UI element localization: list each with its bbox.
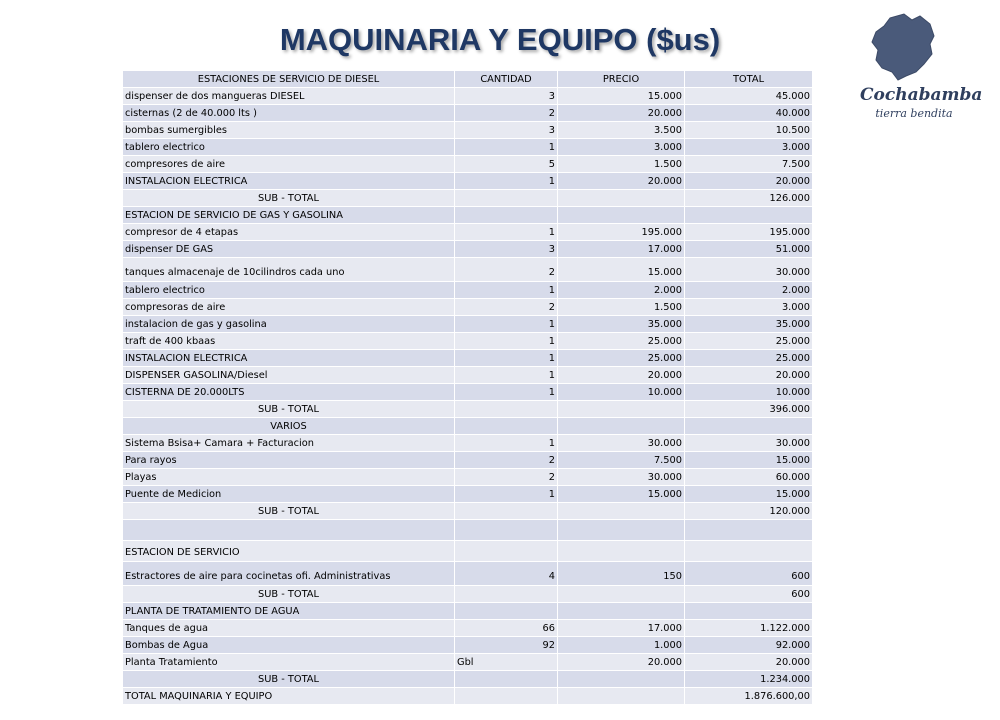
cell-precio: 20.000 — [558, 654, 685, 671]
cell-item: CISTERNA DE 20.000LTS — [123, 384, 455, 401]
cell-item: INSTALACION ELECTRICA — [123, 173, 455, 190]
cell-precio — [558, 541, 685, 562]
cell-cantidad — [455, 688, 558, 705]
cell-precio: 195.000 — [558, 224, 685, 241]
cell-total: 20.000 — [685, 654, 813, 671]
table-row — [123, 105, 813, 122]
cell-cantidad — [455, 401, 558, 418]
table-row — [123, 435, 813, 452]
cell-total: 10.500 — [685, 122, 813, 139]
cell-item — [123, 520, 455, 541]
cell-total: 20.000 — [685, 367, 813, 384]
cell-item: SUB - TOTAL — [123, 401, 455, 418]
cell-total — [685, 418, 813, 435]
cell-item: DISPENSER GASOLINA/Diesel — [123, 367, 455, 384]
table-row — [123, 190, 813, 207]
cell-item: compresor de 4 etapas — [123, 224, 455, 241]
cell-cantidad — [455, 520, 558, 541]
cell-cantidad: 1 — [455, 367, 558, 384]
table-row — [123, 620, 813, 637]
cell-total: 1.122.000 — [685, 620, 813, 637]
cell-precio: 25.000 — [558, 333, 685, 350]
cell-total: 20.000 — [685, 173, 813, 190]
cell-total: 7.500 — [685, 156, 813, 173]
cell-precio: 30.000 — [558, 469, 685, 486]
cell-item: SUB - TOTAL — [123, 503, 455, 520]
cell-cantidad — [455, 541, 558, 562]
cell-precio: 2.000 — [558, 282, 685, 299]
table-row — [123, 88, 813, 105]
cell-cantidad: 92 — [455, 637, 558, 654]
cell-item: tablero electrico — [123, 282, 455, 299]
table-row — [123, 258, 813, 282]
cell-total: 60.000 — [685, 469, 813, 486]
cell-cantidad — [455, 586, 558, 603]
cell-cantidad: 2 — [455, 105, 558, 122]
cell-total — [685, 541, 813, 562]
cell-precio: 1.000 — [558, 637, 685, 654]
cell-cantidad: 66 — [455, 620, 558, 637]
table-row — [123, 469, 813, 486]
cell-precio — [558, 401, 685, 418]
cell-cantidad — [455, 671, 558, 688]
header-item: ESTACIONES DE SERVICIO DE DIESEL — [123, 71, 455, 88]
cell-cantidad — [455, 190, 558, 207]
cell-item: Estractores de aire para cocinetas ofi. Administrativas — [123, 562, 455, 586]
table-row — [123, 671, 813, 688]
table-row — [123, 316, 813, 333]
cell-precio — [558, 520, 685, 541]
cell-item: SUB - TOTAL — [123, 671, 455, 688]
cell-item: compresoras de aire — [123, 299, 455, 316]
cell-item: compresores de aire — [123, 156, 455, 173]
cell-total — [685, 520, 813, 541]
cell-item: instalacion de gas y gasolina — [123, 316, 455, 333]
cell-cantidad: 2 — [455, 299, 558, 316]
cell-cantidad: 1 — [455, 486, 558, 503]
cell-precio — [558, 190, 685, 207]
cell-item: tablero electrico — [123, 139, 455, 156]
cell-precio: 15.000 — [558, 88, 685, 105]
cell-total: 51.000 — [685, 241, 813, 258]
table-row — [123, 541, 813, 562]
cell-item: ESTACION DE SERVICIO DE GAS Y GASOLINA — [123, 207, 455, 224]
cell-precio: 20.000 — [558, 367, 685, 384]
cell-precio: 17.000 — [558, 620, 685, 637]
table-row — [123, 401, 813, 418]
cell-precio: 1.500 — [558, 156, 685, 173]
cell-total: 45.000 — [685, 88, 813, 105]
table-row — [123, 486, 813, 503]
table-row — [123, 688, 813, 705]
cell-precio: 1.500 — [558, 299, 685, 316]
cell-cantidad — [455, 418, 558, 435]
cell-precio: 3.000 — [558, 139, 685, 156]
cell-item: traft de 400 kbaas — [123, 333, 455, 350]
cell-precio — [558, 671, 685, 688]
cell-item: Bombas de Agua — [123, 637, 455, 654]
table-row — [123, 350, 813, 367]
cell-cantidad: 2 — [455, 258, 558, 282]
table-row — [123, 637, 813, 654]
cell-total: 1.876.600,00 — [685, 688, 813, 705]
table-row — [123, 603, 813, 620]
cell-total: 92.000 — [685, 637, 813, 654]
cell-total: 2.000 — [685, 282, 813, 299]
table-row — [123, 586, 813, 603]
logo-brand: Cochabamba — [860, 85, 983, 105]
table-row — [123, 452, 813, 469]
cell-total: 195.000 — [685, 224, 813, 241]
cell-cantidad: 1 — [455, 173, 558, 190]
table-row — [123, 562, 813, 586]
cell-precio — [558, 503, 685, 520]
cell-cantidad: 5 — [455, 156, 558, 173]
cell-precio: 20.000 — [558, 173, 685, 190]
cell-precio: 15.000 — [558, 258, 685, 282]
table-body — [123, 88, 813, 705]
table-row — [123, 367, 813, 384]
cell-item: Para rayos — [123, 452, 455, 469]
cell-precio — [558, 688, 685, 705]
cell-item: Playas — [123, 469, 455, 486]
table-row — [123, 207, 813, 224]
table-row — [123, 156, 813, 173]
cell-cantidad: 1 — [455, 224, 558, 241]
cell-precio: 150 — [558, 562, 685, 586]
table-row — [123, 503, 813, 520]
table-row — [123, 418, 813, 435]
cell-total: 600 — [685, 562, 813, 586]
cell-total: 3.000 — [685, 299, 813, 316]
machinery-table — [122, 70, 813, 705]
cell-precio: 7.500 — [558, 452, 685, 469]
cell-total: 30.000 — [685, 258, 813, 282]
cell-item: Puente de Medicion — [123, 486, 455, 503]
cell-item: cisternas (2 de 40.000 lts ) — [123, 105, 455, 122]
cell-total: 126.000 — [685, 190, 813, 207]
cell-precio: 10.000 — [558, 384, 685, 401]
cell-cantidad: 1 — [455, 139, 558, 156]
cell-cantidad: 1 — [455, 282, 558, 299]
cell-total: 15.000 — [685, 452, 813, 469]
cell-cantidad: 1 — [455, 333, 558, 350]
cell-total: 10.000 — [685, 384, 813, 401]
cell-cantidad: 1 — [455, 350, 558, 367]
cell-precio — [558, 207, 685, 224]
cell-total: 396.000 — [685, 401, 813, 418]
header-precio: PRECIO — [558, 71, 685, 88]
cell-cantidad — [455, 207, 558, 224]
cell-cantidad: 1 — [455, 316, 558, 333]
cell-precio — [558, 603, 685, 620]
cell-item: TOTAL MAQUINARIA Y EQUIPO — [123, 688, 455, 705]
page-title: MAQUINARIA Y EQUIPO ($us) — [279, 22, 721, 57]
table-row — [123, 139, 813, 156]
cell-total: 120.000 — [685, 503, 813, 520]
map-icon — [860, 10, 956, 90]
cell-item: dispenser DE GAS — [123, 241, 455, 258]
cell-total — [685, 603, 813, 620]
cell-item: ESTACION DE SERVICIO — [123, 541, 455, 562]
cell-precio — [558, 418, 685, 435]
cell-cantidad: 3 — [455, 241, 558, 258]
cell-precio: 17.000 — [558, 241, 685, 258]
cell-cantidad — [455, 603, 558, 620]
cell-precio: 35.000 — [558, 316, 685, 333]
cell-total: 3.000 — [685, 139, 813, 156]
cell-item: Planta Tratamiento — [123, 654, 455, 671]
cell-item: VARIOS — [123, 418, 455, 435]
table-header-row — [123, 71, 813, 88]
cell-item: Sistema Bsisa+ Camara + Facturacion — [123, 435, 455, 452]
table-row — [123, 122, 813, 139]
cell-precio: 3.500 — [558, 122, 685, 139]
cell-cantidad: 2 — [455, 452, 558, 469]
cell-total: 600 — [685, 586, 813, 603]
cell-total: 25.000 — [685, 333, 813, 350]
table-row — [123, 654, 813, 671]
cell-total: 15.000 — [685, 486, 813, 503]
cell-item: Tanques de agua — [123, 620, 455, 637]
cell-item: dispenser de dos mangueras DIESEL — [123, 88, 455, 105]
cell-total: 40.000 — [685, 105, 813, 122]
cell-precio: 20.000 — [558, 105, 685, 122]
cell-cantidad: 4 — [455, 562, 558, 586]
cell-item: SUB - TOTAL — [123, 586, 455, 603]
table-row — [123, 520, 813, 541]
cell-cantidad: Gbl — [455, 654, 558, 671]
cell-cantidad: 1 — [455, 435, 558, 452]
cell-total: 25.000 — [685, 350, 813, 367]
cell-cantidad: 3 — [455, 88, 558, 105]
cell-total: 30.000 — [685, 435, 813, 452]
logo-tagline: tierra bendita — [875, 107, 953, 120]
cell-item: INSTALACION ELECTRICA — [123, 350, 455, 367]
table-row — [123, 333, 813, 350]
table-row — [123, 241, 813, 258]
cell-item: tanques almacenaje de 10cilindros cada uno — [123, 258, 455, 282]
cell-total — [685, 207, 813, 224]
table-row — [123, 384, 813, 401]
table-row — [123, 173, 813, 190]
cell-total: 1.234.000 — [685, 671, 813, 688]
cell-precio: 25.000 — [558, 350, 685, 367]
header-total: TOTAL — [685, 71, 813, 88]
cell-precio: 30.000 — [558, 435, 685, 452]
cell-item: bombas sumergibles — [123, 122, 455, 139]
header-cantidad: CANTIDAD — [455, 71, 558, 88]
table-row — [123, 224, 813, 241]
cell-cantidad: 3 — [455, 122, 558, 139]
cell-cantidad: 2 — [455, 469, 558, 486]
cell-precio: 15.000 — [558, 486, 685, 503]
cell-precio — [558, 586, 685, 603]
cell-cantidad — [455, 503, 558, 520]
cell-item: PLANTA DE TRATAMIENTO DE AGUA — [123, 603, 455, 620]
cell-total: 35.000 — [685, 316, 813, 333]
table-row — [123, 299, 813, 316]
cochabamba-logo — [860, 10, 983, 130]
cell-item: SUB - TOTAL — [123, 190, 455, 207]
cell-cantidad: 1 — [455, 384, 558, 401]
table-row — [123, 282, 813, 299]
